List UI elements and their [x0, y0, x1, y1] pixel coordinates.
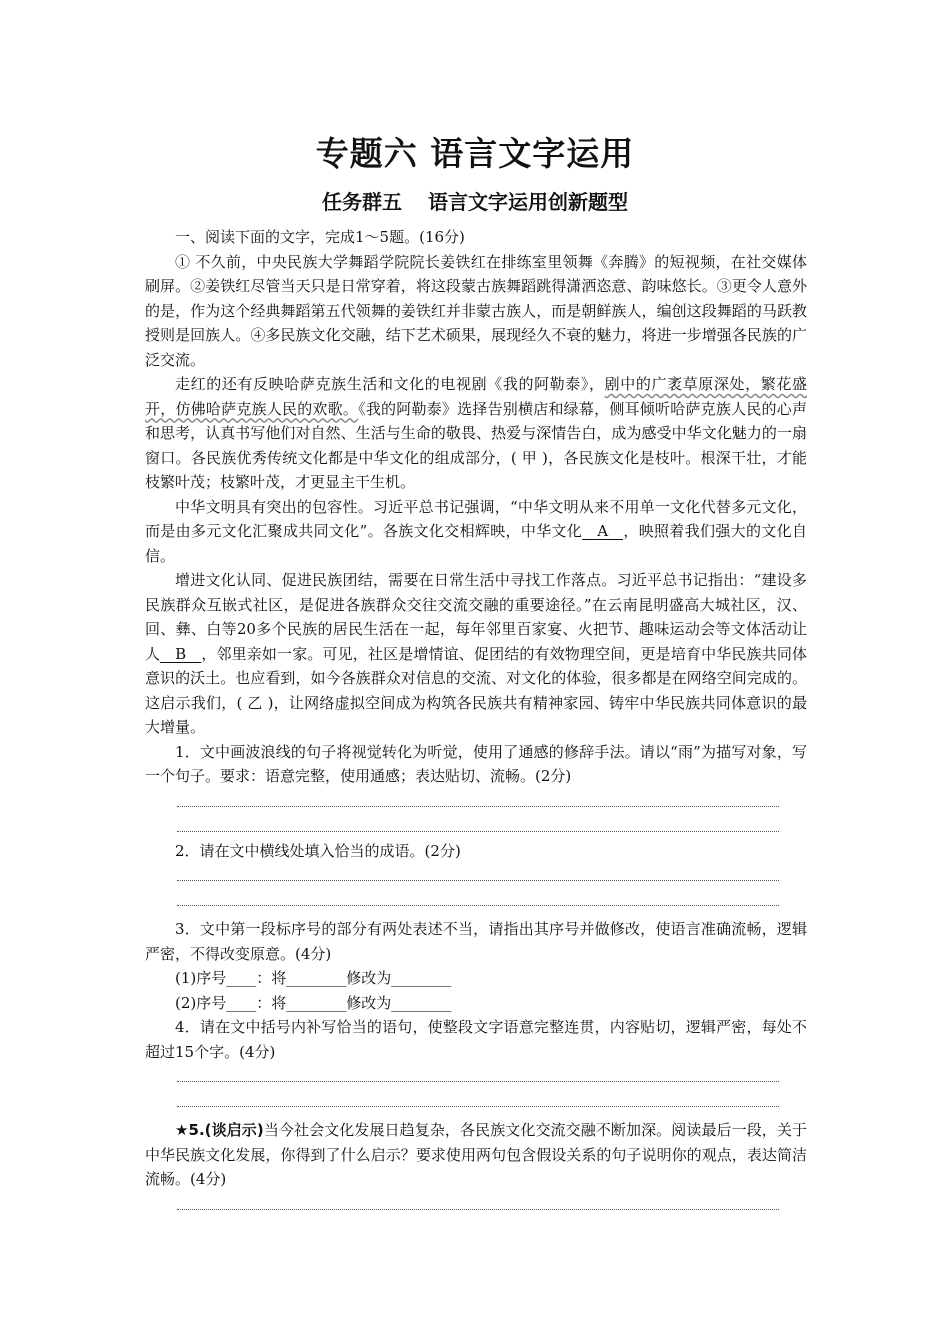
answer-line[interactable] — [145, 814, 807, 839]
page-subtitle — [0, 186, 950, 215]
paragraph-3-end: ，映照着我们强大的文化自信。 — [145, 522, 807, 565]
answer-line[interactable] — [145, 1064, 807, 1089]
answer-line[interactable] — [145, 863, 807, 888]
paragraph-3 — [145, 495, 807, 569]
question-2: 2．请在文中横线处填入恰当的成语。(2分) — [175, 841, 461, 860]
question-3-line-1: (1)序号____：将________修改为________ — [175, 969, 452, 987]
blank-b: __B__ — [160, 644, 202, 663]
subtitle-topic: 语言文字运用创新题型 — [428, 190, 628, 214]
answer-line[interactable] — [145, 888, 807, 913]
question-5-text: 当今社会文化发展日趋复杂，各民族文化交流交融不断加深。阅读最后一段，关于中华民族文化发展，你得到了什么启示？要求使用两句包含假设关系的句子说明你的观点，表达简洁流畅。(4分) — [145, 1121, 807, 1188]
paragraph-2-start: 走红的还有反映哈萨克族生活和文化的电视剧《我的阿勒泰》， — [175, 375, 605, 393]
question-3: 3．文中第一段标序号的部分有两处表述不当，请指出其序号并做修改，使语言准确流畅，逻辑严密，不得改变原意。(4分) — [145, 920, 807, 963]
question-4: 4．请在文中括号内补写恰当的语句，使整段文字语意完整连贯，内容贴切，逻辑严密，每处不超过15个字。(4分) — [145, 1018, 807, 1061]
answer-line[interactable] — [145, 1089, 807, 1114]
question-3-line-2: (2)序号____：将________修改为________ — [175, 993, 452, 1012]
paragraph-4-start: 增进文化认同、促进民族团结，需要在日常生活中寻找工作落点。习近平总书记指出：“建设多民族群众互嵌式社区，是促进各族群众交往交流交融的重要途径。”在云南昆明盛高大城社区，汉、回、彝、白等20多个民族的居民生活在一起，每年邻里百家宴、火把节、趣味运动会等文体活动让人 — [145, 571, 807, 663]
wavy-underlined-sentence: 剧中的广袤草原深处，繁花盛开，仿佛哈萨克族人民的欢歌。 — [145, 375, 807, 418]
page-title: 专题六 语言文字运用 — [315, 134, 635, 173]
answer-line[interactable] — [145, 1192, 807, 1217]
answer-line[interactable] — [145, 789, 807, 814]
section-intro: 一、阅读下面的文字，完成1～5题。(16分) — [175, 228, 465, 246]
paragraph-1: ① 不久前，中央民族大学舞蹈学院院长姜铁红在排练室里领舞《奔腾》的短视频，在社交媒体刷屏。②姜铁红尽管当天只是日常穿着，将这段蒙古族舞蹈跳得潇洒恣意、韵味悠长。③更令人意外的是，作为这个经典舞蹈第五代领舞的姜铁红并非蒙古族人，而是朝鲜族人，编创这段舞蹈的马跃教授则是回族人。④多民族文化交融，结下艺术硕果，展现经久不衰的魅力，将进一步增强各民族的广泛交流。 — [145, 252, 807, 369]
paragraph-2 — [145, 372, 807, 495]
paragraph-4-end: ，邻里亲如一家。可见，社区是增情谊、促团结的有效物理空间，更是培育中华民族共同体意识的沃土。也应看到，如今各族群众对信息的交流、对文化的体验，很多都是在网络空间完成的。这启示我们，( 乙 )，让网络虚拟空间成为构筑各民族共有精神家园、铸牢中华民族共同体意识的最大增量。 — [145, 644, 807, 736]
paragraph-2-end: 《我的阿勒泰》选择告别横店和绿幕，侧耳倾听哈萨克族人民的心声和思考，认真书写他们对自然、生活与生命的敬畏、热爱与深情告白，成为感受中华文化魅力的一扇窗口。各民族优秀传统文化都是中华文化的组成部分，( 甲 )，各民族文化是枝叶。根深干壮，才能枝繁叶茂；枝繁叶茂，才更显主干生机。 — [145, 399, 807, 491]
question-5 — [145, 1118, 807, 1192]
blank-a: __A__ — [582, 522, 624, 540]
subtitle-task-group: 任务群五 — [322, 190, 402, 214]
paragraph-3-start: 中华文明具有突出的包容性。习近平总书记强调，“中华文明从来不用单一文化代替多元文化，而是由多元文化汇聚成共同文化”。各族文化交相辉映，中华文化 — [145, 497, 807, 540]
paragraph-4 — [145, 568, 807, 740]
document-body — [145, 225, 807, 1217]
question-1: 1．文中画波浪线的句子将视觉转化为听觉，使用了通感的修辞手法。请以“雨”为描写对象，写一个句子。要求：语意完整，使用通感；表达贴切、流畅。(2分) — [145, 742, 807, 785]
question-5-label: ★5.(谈启示) — [175, 1121, 264, 1139]
